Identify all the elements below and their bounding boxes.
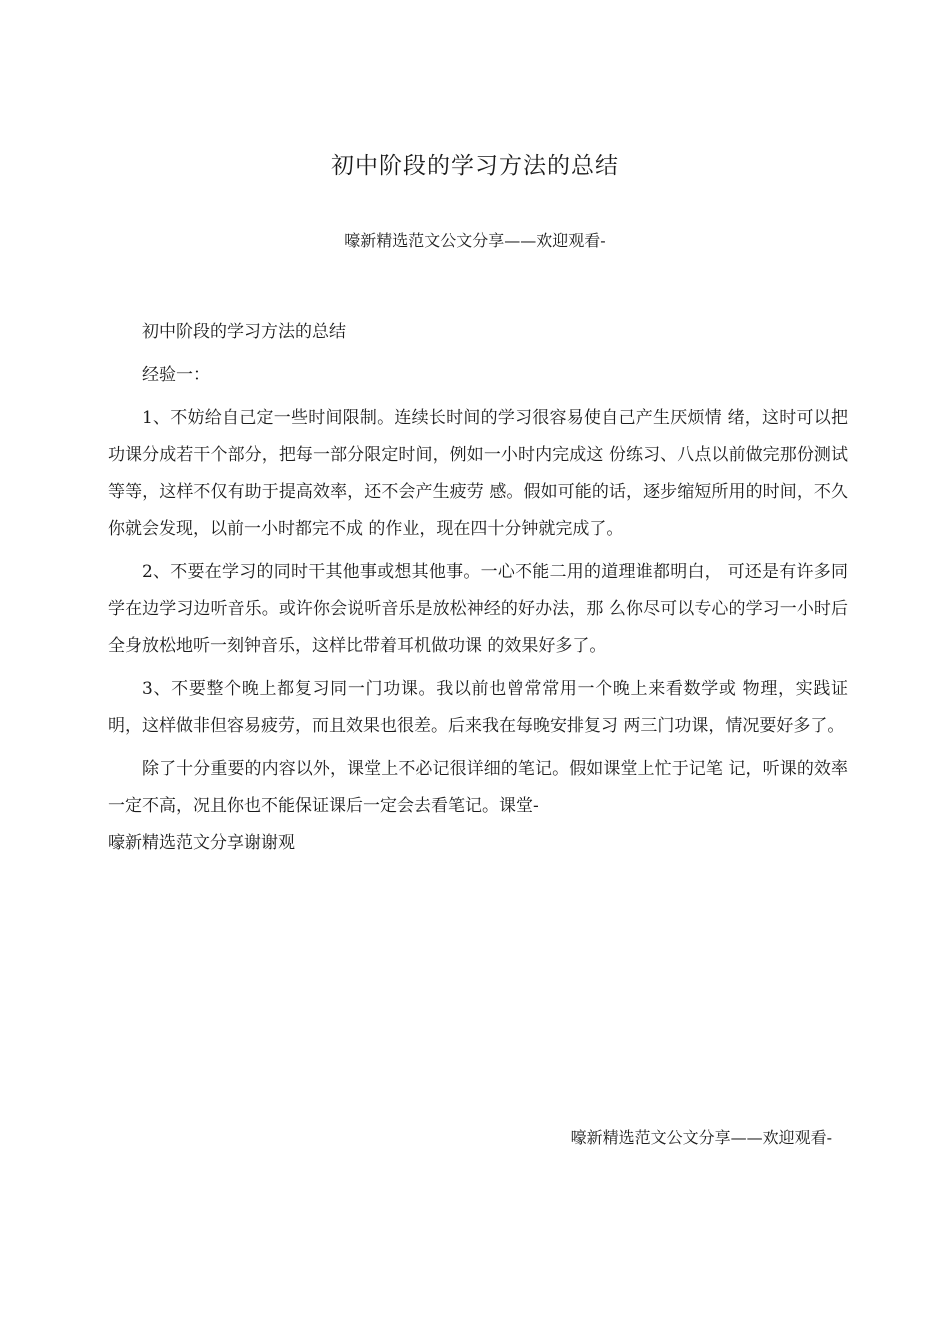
document-body (108, 314, 848, 868)
paragraph-4: 除了十分重要的内容以外，课堂上不必记很详细的笔记。假如课堂上忙于记笔 记，听课的效率一定不高，况且你也不能保证课后一定会去看笔记。课堂- (108, 759, 848, 816)
page-title: 初中阶段的学习方法的总结 (331, 153, 619, 179)
closing-line: 嚎新精选范文分享谢谢观 (108, 833, 295, 853)
paragraph-1: 1、不妨给自己定一些时间限制。连续长时间的学习很容易使自己产生厌烦情 绪，这时可以把功课分成若干个部分，把每一部分限定时间，例如一小时内完成这 份练习、八点以前做完那份测试等等，这样不仅有助于提高效率，还不会产生疲劳 感。假如可能的话，逐步缩短所用的时间，不久你就会发现，以前一小时都完不成 的作业，现在四十分钟就完成了。 (108, 408, 848, 539)
body-heading: 初中阶段的学习方法的总结 (142, 322, 346, 342)
experience-label: 经验一： (142, 365, 210, 385)
page-subtitle: 嚎新精选范文公文分享——欢迎观看- (344, 231, 606, 250)
page-footer: 嚎新精选范文公文分享——欢迎观看- (570, 1128, 832, 1147)
paragraph-2: 2、不要在学习的同时干其他事或想其他事。一心不能二用的道理谁都明白， 可还是有许多同学在边学习边听音乐。或许你会说听音乐是放松神经的好办法，那 么你尽可以专心的学习一小时后全身放松地听一刻钟音乐，这样比带着耳机做功课 的效果好多了。 (108, 562, 848, 656)
paragraph-3: 3、不要整个晚上都复习同一门功课。我以前也曾常常用一个晚上来看数学或 物理，实践证明，这样做非但容易疲劳，而且效果也很差。后来我在每晚安排复习 两三门功课，情况要好多了。 (108, 679, 848, 736)
